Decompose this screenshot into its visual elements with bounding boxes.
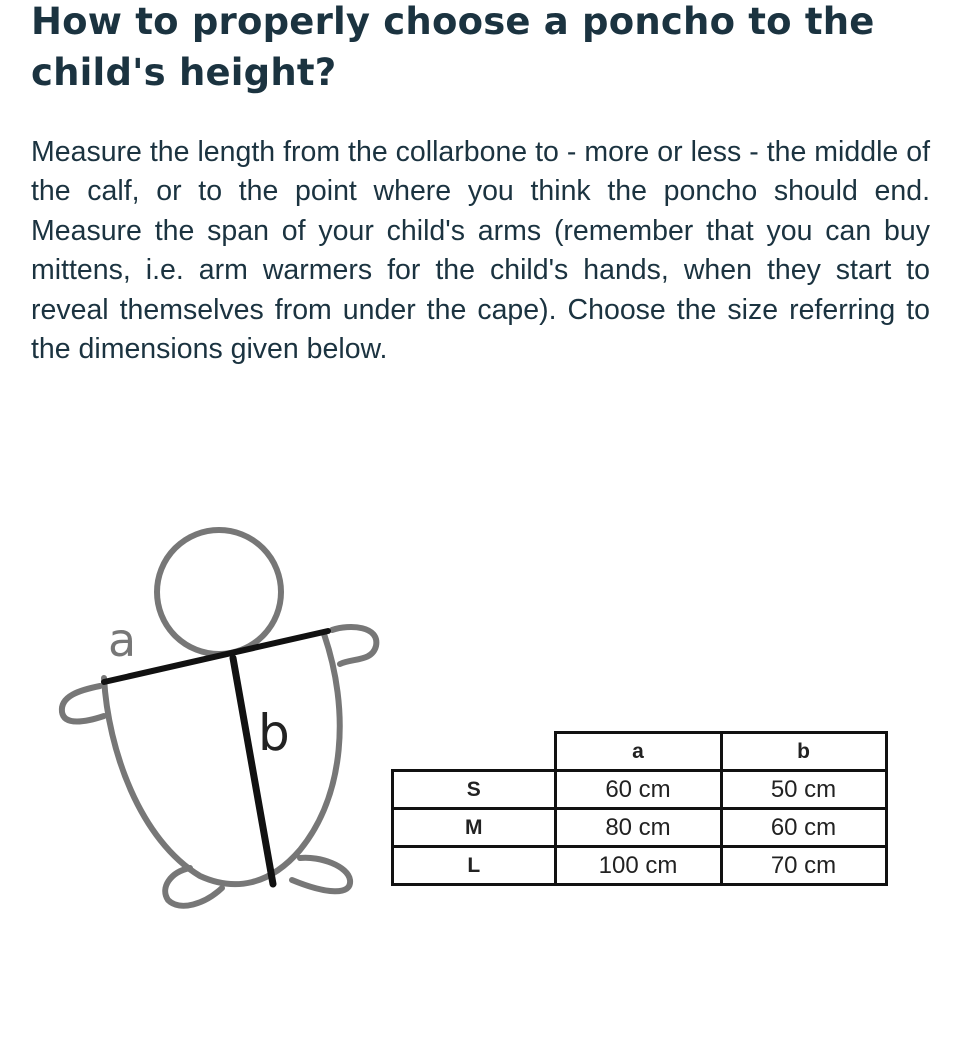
table-row — [393, 809, 887, 847]
size-cell: L — [393, 847, 556, 885]
child-head-outline — [157, 530, 281, 654]
label-a: a — [108, 613, 137, 667]
page-title: How to properly choose a poncho to the child's height? — [31, 0, 875, 94]
size-cell: S — [393, 771, 556, 809]
table-corner-cell — [393, 733, 556, 771]
value-cell-b: 60 cm — [721, 809, 886, 847]
table-header-row — [393, 733, 887, 771]
right-foot-outline — [292, 858, 350, 892]
intro-paragraph: Measure the length from the collarbone to - more or less - the middle of the calf, or to the point where you think the poncho should end. Measure the span of your child's arms (remember that you can buy mittens, i.e. arm warmers for the child's hands, when they start to reveal themselves from under the cape). Choose the size referring to the dimensions given below. — [31, 136, 930, 366]
size-table — [391, 731, 888, 886]
value-cell-b: 50 cm — [721, 771, 886, 809]
table-row — [393, 847, 887, 885]
table-row — [393, 771, 887, 809]
right-hand-outline — [332, 627, 376, 664]
measure-line-a — [104, 631, 328, 682]
value-cell-a: 100 cm — [555, 847, 721, 885]
label-b: b — [258, 704, 290, 762]
measure-line-b — [233, 658, 273, 884]
left-hand-outline — [62, 686, 104, 722]
size-cell: M — [393, 809, 556, 847]
header-cell-b: b — [721, 733, 886, 771]
value-cell-a: 80 cm — [555, 809, 721, 847]
size-guide-figure — [0, 520, 960, 920]
header-cell-a: a — [555, 733, 721, 771]
poncho-illustration — [0, 520, 400, 920]
value-cell-b: 70 cm — [721, 847, 886, 885]
value-cell-a: 60 cm — [555, 771, 721, 809]
